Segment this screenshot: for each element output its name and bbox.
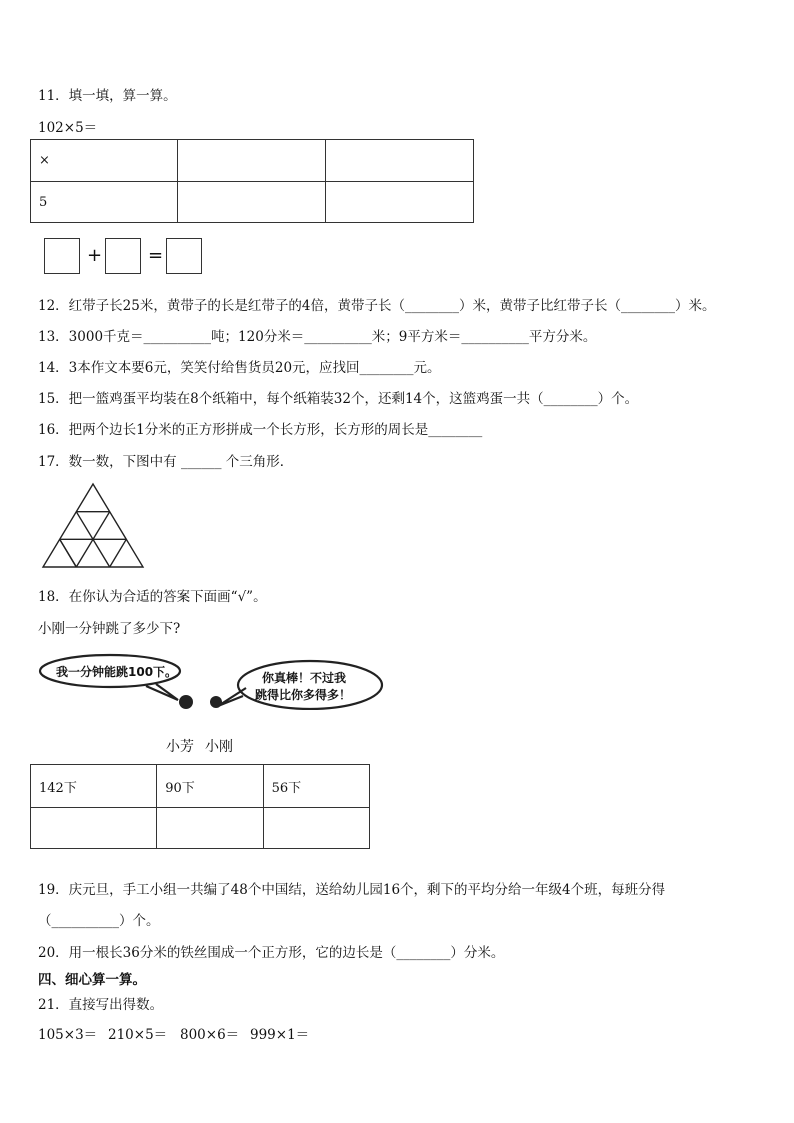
bubble-right-text-1: 你真棒！不过我 (262, 671, 347, 685)
q11-title: 11．填一填，算一算。 (38, 88, 177, 104)
option-answer-cell[interactable] (31, 808, 157, 849)
q13-text: 13．3000千克＝__________吨；120分米＝__________米；9平方米＝__________平方分米。 (38, 329, 597, 345)
q18-title: 18．在你认为合适的答案下面画“√”。 (38, 589, 267, 605)
q18-question: 小刚一分钟跳了多少下? (38, 621, 181, 637)
q17-text: 17．数一数，下图中有 ______ 个三角形． (38, 454, 294, 470)
q15-text: 15．把一篮鸡蛋平均装在8个纸箱中，每个纸箱装32个，还剩14个，这篮鸡蛋一共（________）个。 (38, 391, 639, 407)
q21-item: 800×6＝ (180, 1027, 240, 1043)
triangle-figure (40, 482, 146, 570)
plus-sign: + (87, 245, 103, 266)
q11-cell[interactable] (178, 140, 326, 182)
q11-cell[interactable] (326, 140, 474, 182)
equals-sign: = (148, 245, 164, 266)
q19-text-line2: （__________）个。 (38, 913, 160, 929)
option-answer-cell[interactable] (263, 808, 369, 849)
name-xiaofang: 小芳 (166, 739, 194, 755)
q11-cell[interactable] (178, 182, 326, 223)
bubble-right-text-2: 跳得比你多得多！ (255, 688, 352, 702)
q18-options-table (30, 764, 370, 849)
answer-box-2[interactable] (105, 238, 141, 274)
q21-title: 21．直接写出得数。 (38, 997, 164, 1013)
q16-text: 16．把两个边长1分米的正方形拼成一个长方形，长方形的周长是________ (38, 422, 483, 438)
q21-item: 210×5＝ (108, 1027, 168, 1043)
answer-box-1[interactable] (44, 238, 80, 274)
option-label: 90下 (157, 765, 263, 808)
q21-item: 999×1＝ (250, 1027, 310, 1043)
name-xiaogang: 小刚 (205, 739, 233, 755)
q12-text: 12．红带子长25米，黄带子的长是红带子的4倍，黄带子长（________）米，黄带子比红带子长（________）米。 (38, 298, 716, 314)
option-label: 142下 (31, 765, 157, 808)
answer-box-3[interactable] (166, 238, 202, 274)
bubble-left-text: 我一分钟能跳100下。 (56, 665, 178, 679)
q21-item: 105×3＝ (38, 1027, 98, 1043)
section-heading: 四、细心算一算。 (38, 972, 146, 988)
q11-cell: × (31, 140, 178, 182)
option-label: 56下 (263, 765, 369, 808)
q14-text: 14．3本作文本要6元，笑笑付给售货员20元，应找回________元。 (38, 360, 441, 376)
q19-text-line1: 19．庆元旦，手工小组一共编了48个中国结，送给幼儿园16个，剩下的平均分给一年级4个班，每班分得 (38, 882, 666, 898)
q11-table (30, 139, 474, 223)
q11-cell: 5 (31, 182, 178, 223)
q11-expression: 102×5＝ (38, 120, 98, 136)
option-answer-cell[interactable] (157, 808, 263, 849)
q20-text: 20．用一根长36分米的铁丝围成一个正方形，它的边长是（________）分米。 (38, 945, 505, 961)
q11-cell[interactable] (326, 182, 474, 223)
